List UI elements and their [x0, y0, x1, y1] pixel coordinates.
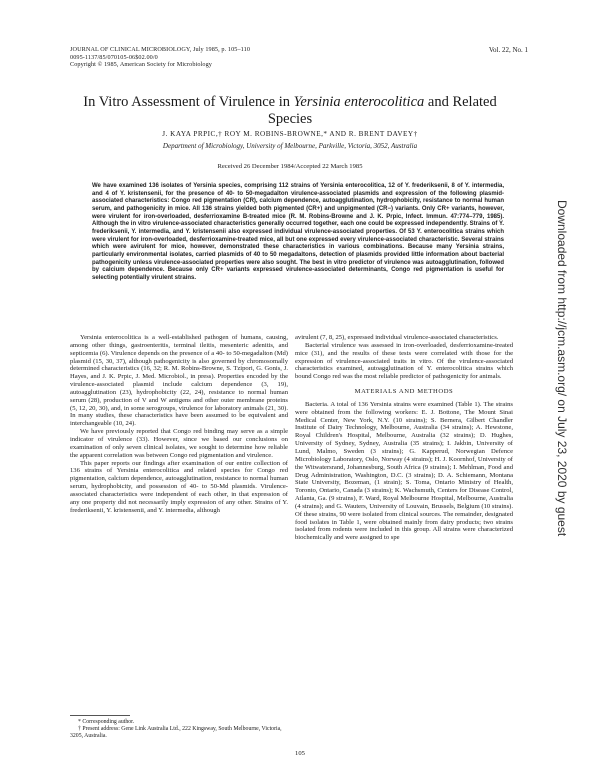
- paragraph: This paper reports our findings after examination of our entire collection of 136 strains of Yersinia enterocolitica and related species for Congo red pigmentation, calcium dependence, autoagglutination, resistance to normal human serum, hydrophobicity, and possession of 40- to 50-Md plasmids. Virulence-associated characteristics were independent of each other, in that expression of any one property did not necessarily imply expression of any other. Strains of Y. frederiksenii, Y. kristensenii, and Y. intermedia, although: [70, 459, 288, 514]
- download-watermark: Downloaded from http://jcm.asm.org/ on July 23, 2020 by guest: [555, 200, 569, 537]
- paragraph: We have previously reported that Congo red binding may serve as a simple indicator of virulence (33). However, since we based our conclusions on examination of only seven clinical isolates, we sought to determine how reliable the apparent correlation was between Congo red pigmentation and virulence.: [70, 428, 288, 459]
- section-heading: MATERIALS AND METHODS: [354, 388, 454, 396]
- footnote: † Present address: Gene Link Australia Ltd., 222 Kingsway, South Melbourne, Victoria, 3205, Australia.: [70, 726, 282, 739]
- journal-line: JOURNAL OF CLINICAL MICROBIOLOGY, July 1985, p. 105–110: [70, 46, 251, 53]
- paragraph: Bacterial virulence was assessed in iron-overloaded, desferrioxamine-treated mice (31), and the results of these tests were correlated with those for the expression of virulence-associated traits in vitro. Of the virulence-associated characteristics examined, autoagglutination of Y. enterocolitica strains which bound Congo red was the most reliable predictor of pathogenicity for animals.: [295, 341, 513, 381]
- left-column: [70, 334, 288, 514]
- copyright-line: Copyright © 1985, American Society for Microbiology: [70, 61, 212, 69]
- affiliation: Department of Microbiology, University of Melbourne, Parkville, Victoria, 3052, Australia: [162, 142, 418, 150]
- paragraph: Yersinia enterocolitica is a well-established pathogen of humans, causing, among other things, gastroenteritis, terminal ileitis, mesenteric adenitis, and septicemia (6). Virulence depends on the presence of a 40- to 50-megadalton (Md) plasmid (15, 30, 37), although pathogenicity is also governed by chromosomally determined characteristics (16, 32; R. M. Robins-Browne, S. Tzipori, G. Gonis, J. Hayes, and J. K. Prpic, J. Med. Microbiol., in press). Properties encoded by the virulence-associated plasmid include calcium dependence (3, 19), autoagglutination (23), hydrophobicity (22, 24), resistance to normal human serum (28), production of V and W antigens and other outer membrane proteins (5, 12, 20, 30), and, in some serogroups, virulence for laboratory animals (21, 30). In many studies, these characteristics have been assumed to be equivalent and interchangeable (10, 24).: [70, 334, 288, 428]
- right-column: [295, 334, 513, 542]
- issn-line: 0095-1137/85/070105-06$02.00/0: [70, 53, 158, 61]
- volume-info: Vol. 22, No. 1: [488, 46, 528, 54]
- journal-header: [70, 46, 250, 69]
- footnotes: [70, 719, 290, 740]
- page-number: 105: [295, 750, 305, 757]
- received-dates: Received 26 December 1984/Accepted 22 March 1985: [217, 163, 363, 170]
- author-list: J. KAYA PRPIC,† ROY M. ROBINS-BROWNE,* AND R. BRENT DAVEY†: [162, 130, 418, 138]
- paragraph: Bacteria. A total of 136 Yersinia strains were examined (Table 1). The strains were obtained from the following workers: E. J. Bottone, The Mount Sinai Medical Center, New York, N.Y. (10 strains); S. Bernera, Gilbert Chandler Institute of Dairy Technology, Melbourne, Australia (34 strains); A. Hewstone, Royal Children's Hospital, Melbourne, Australia (32 strains); D. Hughes, University of Sydney, Sydney, Australia (35 strains); I. Jakbin, University of Lund, Malmo, Sweden (3 strains); G. Kapperud, Norwegian Defence Microbiology Laboratory, Oslo, Norway (4 strains); H. J. Koornhof, University of the Witwatersrand, Johannesburg, South Africa (9 strains); I. Mehlman, Food and Drug Administration, Washington, D.C. (3 strains); D. A. Schiemann, Montana State University, Bozeman, (1 strain); S. Toma, Ontario Ministry of Health, Toronto, Ontario, Canada (3 strains); K. Wachsmuth, Centers for Disease Control, Atlanta, Ga. (9 strains), F. Ward, Royal Melbourne Hospital, Melbourne, Australia (4 strains); and G. Wauters, University of Louvain, Brussels, Belgium (10 strains). Of these strains, 90 were isolated from clinical sources. The remainder, designated food isolates in Table 1, were obtained mainly from dairy products; two strains isolated from rodents were included in this group. All strains were characterized biochemically and were assigned to spe: [295, 400, 513, 542]
- title-part1: In Vitro Assessment of Virulence in: [83, 94, 294, 110]
- abstract: We have examined 136 isolates of Yersinia species, comprising 112 strains of Yersinia enterocolitica, 12 of Y. frederiksenii, 8 of Y. intermedia, and 4 of Y. kristensenii, for the presence of 40- to 50-megadalton virulence-associated plasmids and expression of the following plasmid-associated characteristics: Congo red pigmentation (CR), calcium dependence, autoagglutination, hydrophobicity, resistance to normal human serum, and pathogenicity in mice. All 136 strains yielded both pigmented (CR+) and unpigmented (CR−) variants. Only CR+ variants, however, were virulent for iron-overloaded, desferrioxamine B-treated mice (R. M. Robins-Browne and J. K. Prpic, Infect. Immun. 47:774–779, 1985). Although the in vitro virulence-associated characteristics generally occurred together, each one could be expressed independently. Strains of Y. frederiksenii, Y. intermedia, and Y. kristensenii also expressed individual virulence-associated properties. Of 53 Y. enterocolitica strains which were virulent for iron-overloaded, desferrioxamine-treated mice, all but one expressed every virulence-associated characteristic. Several strains which were avirulent for mice, however, demonstrated these characteristics in various combinations. Because many Yersinia strains, particularly environmental isolates, carried plasmids of 40 to 50 megadaltons, detection of plasmids provided little information about bacterial pathogenicity unless virulence-associated properties were also sought. The best in vitro predictor of virulence was autoagglutination, followed by calcium dependence. Because only CR+ variants expressed virulence-associated determinants, Congo red pigmentation is useful for selecting potentially virulent strains.: [92, 183, 504, 281]
- footnote: * Corresponding author.: [78, 719, 135, 725]
- paper-title: [60, 94, 520, 128]
- paragraph: avirulent (7, 8, 25), expressed individual virulence-associated characteristics.: [295, 334, 499, 341]
- title-species: Yersinia enterocolitica: [293, 94, 425, 110]
- title-part2: and Related Species: [267, 94, 497, 127]
- footnote-divider: [70, 715, 130, 716]
